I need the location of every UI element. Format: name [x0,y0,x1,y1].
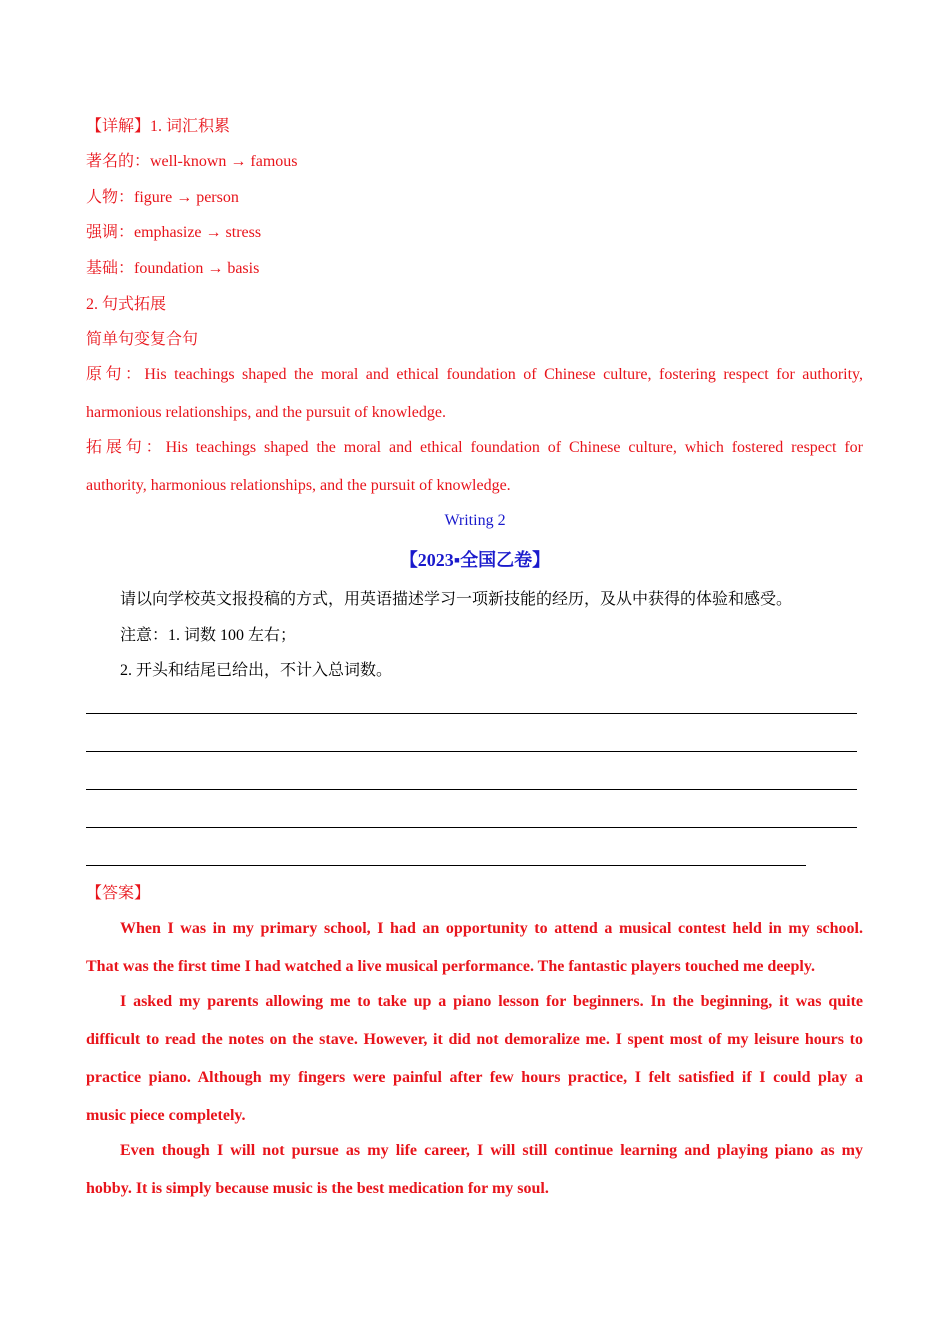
section-heading: 2. 句式拓展 [86,296,167,313]
vocab-item: 著名的：well-known → famous [86,153,298,170]
vocab-item: 基础：foundation → basis [86,260,260,277]
writing-note: 注意：1. 词数 100 左右； [120,627,297,644]
answer-line [86,865,806,866]
explanation-heading: 【详解】1. 词汇积累 [86,118,231,135]
answer-paragraph-2: I asked my parents allowing me to take up a piano lesson for beginners. In the beginning, it was quite [120,993,863,1010]
answer-label: 【答案】 [86,885,151,902]
answer-line [86,789,857,790]
answer-paragraph-2: difficult to read the notes on the stave. However, it did not demoralize me. I spent most of my leisure hours to [86,1031,863,1048]
original-sentence: 原句：His teachings shaped the moral and ethical foundation of Chinese culture, fostering respect for authority, [86,366,863,383]
vocab-item: 强调：emphasize → stress [86,224,262,241]
answer-line [86,827,857,828]
section-subtitle: 简单句变复合句 [86,331,199,348]
expanded-sentence: 拓展句：His teachings shaped the moral and ethical foundation of Chinese culture, which fostered respect for [86,439,863,456]
exam-source: 【2023▪全国乙卷】 [399,550,551,570]
answer-paragraph-2: music piece completely. [86,1107,246,1124]
answer-paragraph-2: practice piano. Although my fingers were painful after few hours practice, I felt satisfied if I could play a [86,1069,863,1086]
answer-line [86,751,857,752]
original-sentence: harmonious relationships, and the pursuit of knowledge. [86,404,446,421]
answer-paragraph-3: hobby. It is simply because music is the best medication for my soul. [86,1180,549,1197]
writing-note: 2. 开头和结尾已给出，不计入总词数。 [120,662,393,679]
writing-title: Writing 2 [444,512,506,529]
answer-paragraph-1: When I was in my primary school, I had an opportunity to attend a musical contest held in my school. [120,920,863,937]
expanded-sentence: authority, harmonious relationships, and the pursuit of knowledge. [86,477,511,494]
answer-paragraph-3: Even though I will not pursue as my life career, I will still continue learning and playing piano as my [120,1142,863,1159]
answer-paragraph-1: That was the first time I had watched a live musical performance. The fantastic players touched me deeply. [86,958,815,975]
answer-line [86,713,857,714]
vocab-item: 人物：figure → person [86,189,239,206]
writing-prompt: 请以向学校英文报投稿的方式，用英语描述学习一项新技能的经历，及从中获得的体验和感受。 [120,591,793,608]
